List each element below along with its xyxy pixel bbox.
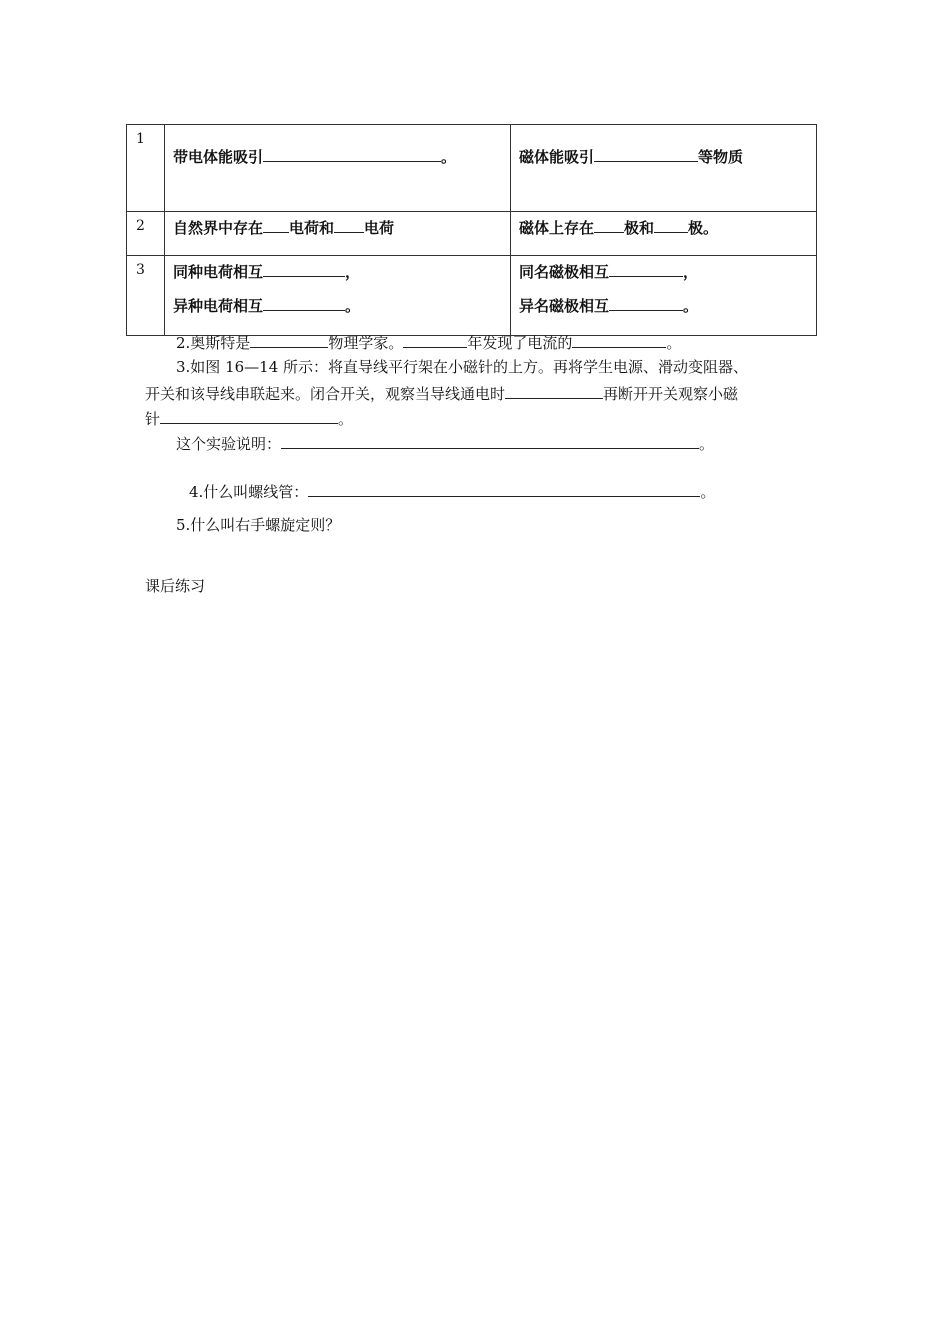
- question-3-line-2: [145, 382, 738, 404]
- answer-blank[interactable]: [505, 382, 603, 399]
- cell-text: ，: [345, 263, 361, 281]
- cell-text: 磁体上存在: [519, 219, 595, 237]
- cell-text: 。: [683, 297, 699, 315]
- table-row: [127, 212, 817, 256]
- question-3-conclusion: [176, 432, 714, 454]
- magnet-attract-cell: [511, 125, 817, 212]
- question-text: 这个实验说明：: [176, 435, 282, 453]
- answer-blank[interactable]: [594, 145, 698, 162]
- electric-attract-cell: [165, 125, 511, 212]
- row-number: 3: [127, 256, 165, 336]
- answer-blank[interactable]: [281, 432, 699, 449]
- answer-blank[interactable]: [308, 480, 700, 497]
- cell-line: [519, 260, 816, 282]
- answer-blank[interactable]: [609, 260, 683, 277]
- question-text: 年发现了电流的: [467, 334, 573, 352]
- cell-text: 自然界中存在: [173, 219, 264, 237]
- cell-text: 磁体能吸引: [519, 148, 595, 166]
- charge-types-cell: [165, 212, 511, 256]
- cell-text: 等物质: [698, 148, 744, 166]
- cell-text: 带电体能吸引: [173, 148, 264, 166]
- answer-blank[interactable]: [263, 260, 345, 277]
- magnet-poles-cell: [511, 212, 817, 256]
- question-text: 针: [145, 410, 161, 428]
- cell-text: 异种电荷相互: [173, 297, 264, 315]
- question-5: 5.什么叫右手螺旋定则？: [176, 516, 341, 534]
- answer-blank[interactable]: [263, 216, 289, 233]
- question-3-line-1: 3.如图 16—14 所示：将直导线平行架在小磁针的上方。再将学生电源、滑动变阻器、: [176, 358, 749, 376]
- cell-line: [173, 294, 510, 316]
- question-text: 4.什么叫螺线管：: [189, 483, 309, 501]
- cell-text: ，: [683, 263, 699, 281]
- cell-text: 同名磁极相互: [519, 263, 610, 281]
- answer-blank[interactable]: [594, 216, 624, 233]
- question-2: [176, 331, 681, 353]
- question-text: 。: [699, 435, 715, 453]
- row-number: 2: [127, 212, 165, 256]
- pole-interaction-cell: [511, 256, 817, 336]
- answer-blank[interactable]: [263, 294, 345, 311]
- answer-blank[interactable]: [403, 331, 467, 348]
- question-text: 。: [700, 483, 716, 501]
- answer-blank[interactable]: [250, 331, 328, 348]
- question-3-line-3: [145, 407, 353, 429]
- question-text: 物理学家。: [328, 334, 404, 352]
- answer-blank[interactable]: [334, 216, 364, 233]
- answer-blank[interactable]: [609, 294, 683, 311]
- section-title: 课后练习: [145, 577, 206, 595]
- comparison-table: [126, 124, 817, 336]
- cell-line: [519, 294, 816, 316]
- answer-blank[interactable]: [654, 216, 688, 233]
- charge-interaction-cell: [165, 256, 511, 336]
- cell-text: 极和: [624, 219, 655, 237]
- cell-text: 电荷: [364, 219, 395, 237]
- question-4: [189, 480, 715, 502]
- answer-blank[interactable]: [572, 331, 666, 348]
- cell-text: 同种电荷相互: [173, 263, 264, 281]
- question-text: 开关和该导线串联起来。闭合开关，观察当导线通电时: [145, 385, 506, 403]
- answer-blank[interactable]: [263, 145, 441, 162]
- answer-blank[interactable]: [160, 407, 338, 424]
- question-text: 2.奥斯特是: [176, 334, 251, 352]
- cell-text: 电荷和: [289, 219, 335, 237]
- cell-line: [173, 260, 510, 282]
- table-row: [127, 125, 817, 212]
- table-row: [127, 256, 817, 336]
- question-text: 。: [666, 334, 682, 352]
- row-number: 1: [127, 125, 165, 212]
- cell-text: 。: [441, 148, 457, 166]
- question-text: 再断开开关观察小磁: [603, 385, 739, 403]
- cell-text: 。: [345, 297, 361, 315]
- cell-text: 极。: [688, 219, 719, 237]
- cell-text: 异名磁极相互: [519, 297, 610, 315]
- question-text: 。: [338, 410, 354, 428]
